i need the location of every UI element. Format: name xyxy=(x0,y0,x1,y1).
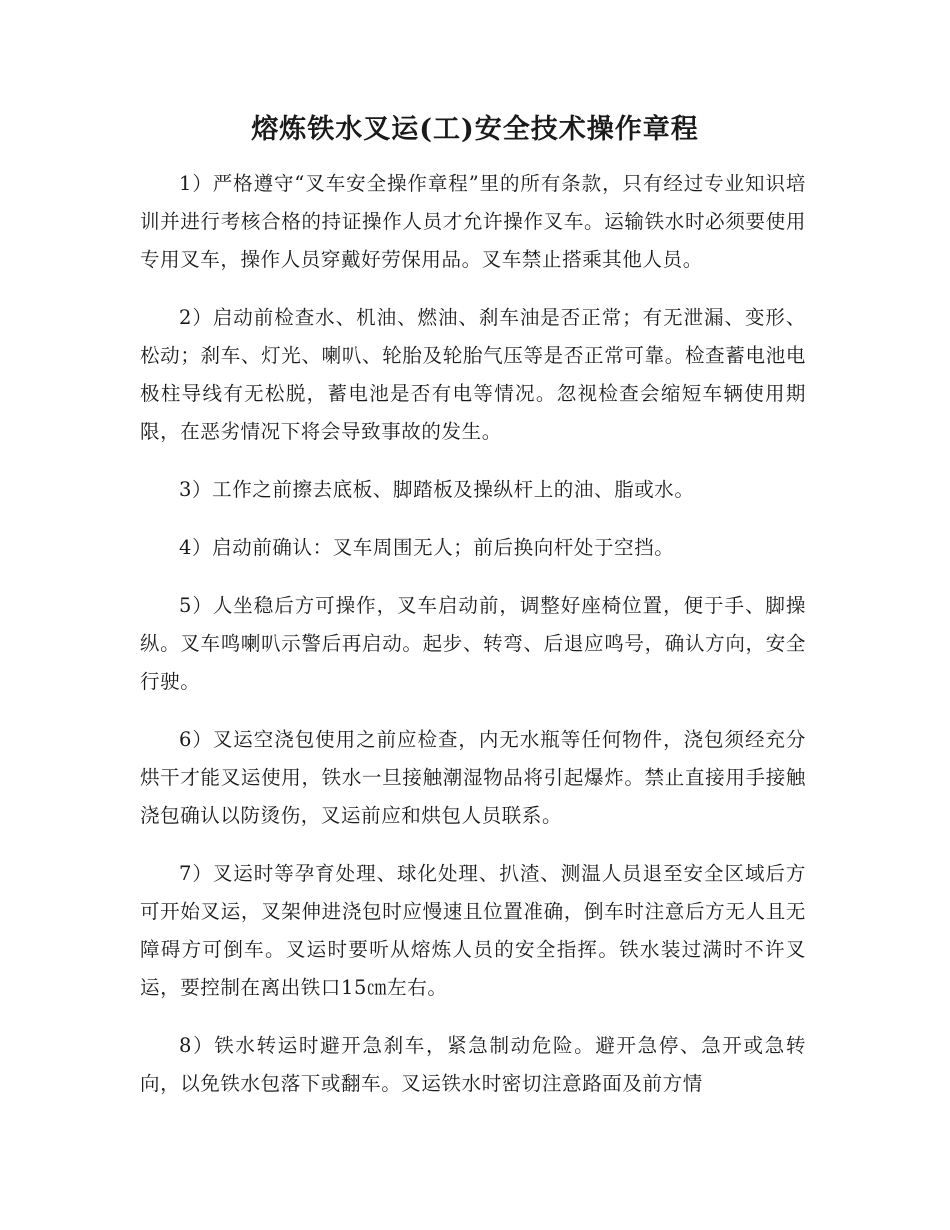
paragraph-4: 4）启动前确认：叉车周围无人；前后换向杆处于空挡。 xyxy=(179,536,675,559)
document-body xyxy=(140,165,806,1123)
paragraph-2: 2）启动前检查水、机油、燃油、刹车油是否正常；有无泄漏、变形、松动；刹车、灯光、喇叭、轮胎及轮胎气压等是否正常可靠。检查蓄电池电极柱导线有无松脱，蓄电池是否有电等情况。忽视检查会缩短车辆使用期限，在恶劣情况下将会导致事故的发生。 xyxy=(140,306,806,443)
paragraph-1: 1）严格遵守“叉车安全操作章程”里的所有条款，只有经过专业知识培训并进行考核合格的持证操作人员才允许操作叉车。运输铁水时必须要使用专用叉车，操作人员穿戴好劳保用品。叉车禁止搭乘其他人员。 xyxy=(140,172,806,271)
paragraph-5: 5）人坐稳后方可操作，叉车启动前，调整好座椅位置，便于手、脚操纵。叉车鸣喇叭示警后再启动。起步、转弯、后退应鸣号，确认方向，安全行驶。 xyxy=(140,594,806,693)
document-title: 熔炼铁水叉运(工)安全技术操作章程 xyxy=(251,114,699,145)
paragraph-3: 3）工作之前擦去底板、脚踏板及操纵杆上的油、脂或水。 xyxy=(179,478,695,501)
paragraph-6: 6）叉运空浇包使用之前应检查，内无水瓶等任何物件，浇包须经充分烘干才能叉运使用，铁水一旦接触潮湿物品将引起爆炸。禁止直接用手接触浇包确认以防烫伤，叉运前应和烘包人员联系。 xyxy=(140,728,806,827)
paragraph-7: 7）叉运时等孕育处理、球化处理、扒渣、测温人员退至安全区域后方可开始叉运，叉架伸进浇包时应慢速且位置准确，倒车时注意后方无人且无障碍方可倒车。叉运时要听从熔炼人员的安全指挥。铁水装过满时不许叉运，要控制在离出铁口15㎝左右。 xyxy=(140,862,806,999)
paragraph-8: 8）铁水转运时避开急刹车，紧急制动危险。避开急停、急开或急转向，以免铁水包落下或翻车。叉运铁水时密切注意路面及前方情 xyxy=(140,1034,806,1095)
